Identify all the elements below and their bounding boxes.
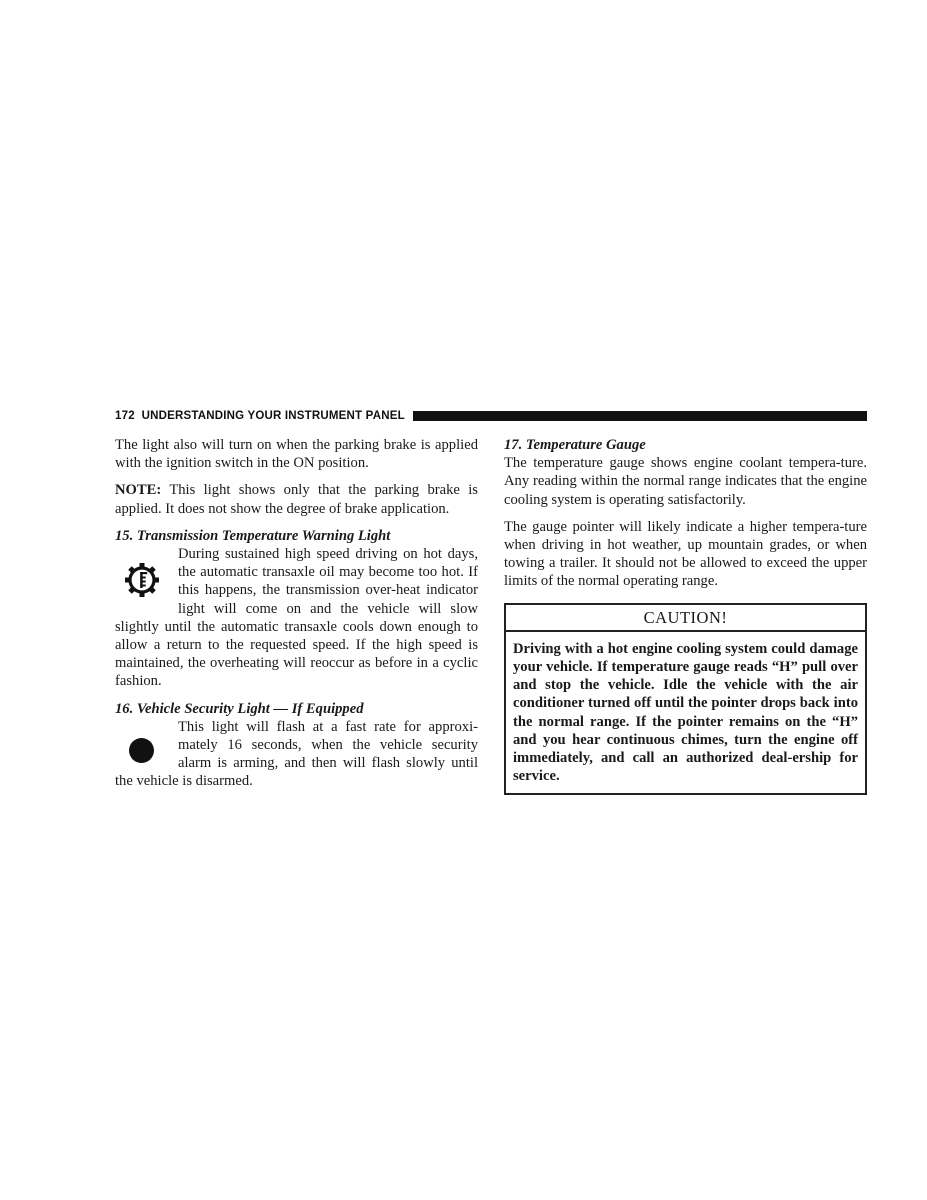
caution-title: CAUTION!: [506, 605, 865, 632]
page-number: 172: [115, 410, 135, 422]
item15-title: 15. Transmission Temperature Warning Light: [115, 527, 391, 544]
caution-box: [504, 603, 867, 796]
page-header-label: [115, 410, 405, 422]
item15-block: [115, 545, 478, 691]
header-rule: [413, 411, 867, 421]
note-label: NOTE:: [115, 482, 162, 499]
item17-paragraph-2: The gauge pointer will likely indicate a higher tempera-ture when driving in hot weather, up mountain grades, or when towing a trailer. It should not be allowed to exceed the upper limits of the normal operating range.: [504, 518, 867, 590]
right-column: [504, 436, 867, 795]
item17-title: 17. Temperature Gauge: [504, 437, 646, 453]
note-text: This light shows only that the parking brake is applied. It does not show the degree of brake application.: [115, 482, 478, 517]
transmission-temperature-gear-icon: [125, 563, 159, 597]
left-column: [115, 436, 478, 800]
item15-icon-box: [115, 545, 178, 617]
item16-title: 16. Vehicle Security Light — If Equipped: [115, 700, 364, 717]
caution-text: Driving with a hot engine cooling system could damage your vehicle. If temperature gauge reads “H” pull over and stop the vehicle. Idle the vehicle with the air conditioner turned off until the pointer drops back into the normal range. If the pointer remains on the “H” and you hear continuous chimes, turn the engine off immediately, and call an authorized deal-ership for service.: [513, 640, 858, 785]
item16-icon-box: [115, 718, 178, 772]
parking-brake-paragraph: The light also will turn on when the parking brake is applied with the ignition switch in the ON position.: [115, 437, 478, 472]
item16-text: This light will flash at a fast rate for approxi-mately 16 seconds, when the vehicle security alarm is arming, and then will flash slowly until the vehicle is disarmed.: [115, 718, 478, 790]
item17-paragraph-1: The temperature gauge shows engine coolant tempera-ture. Any reading within the normal range indicates that the engine cooling system is operating satisfactorily.: [504, 455, 867, 508]
section-title: UNDERSTANDING YOUR INSTRUMENT PANEL: [141, 410, 405, 422]
item16-block: [115, 718, 478, 791]
item15-text: During sustained high speed driving on hot days, the automatic transaxle oil may become too hot. If this happens, the transmission over-heat indicator light will come on and the vehicle will slow slightly until the automatic transaxle cools down enough to allow a return to the requested speed. If the high speed is maintained, the overheating will reoccur as before in a cyclic fashion.: [115, 546, 478, 690]
note-paragraph: [115, 481, 478, 517]
page-header: [115, 408, 867, 424]
security-light-dot-icon: [129, 738, 154, 763]
